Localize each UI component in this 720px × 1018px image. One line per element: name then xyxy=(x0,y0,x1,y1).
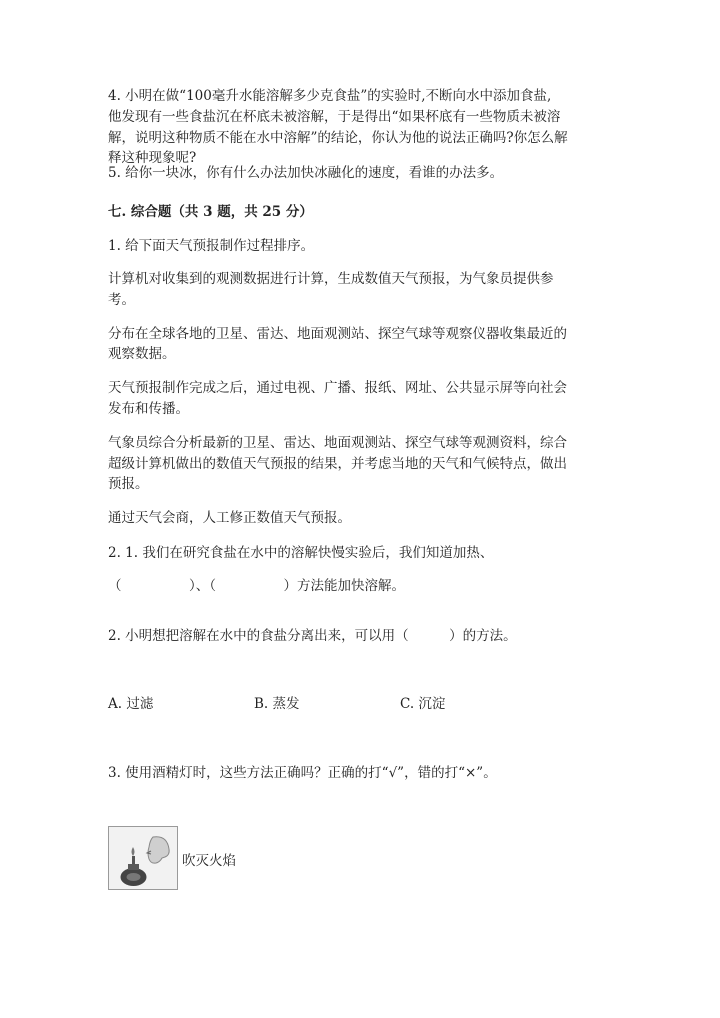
option-c: C. 沉淀 xyxy=(400,696,446,712)
q4-line-2: 他发现有一些食盐沉在杯底未被溶解，于是得出“如果杯底有一些物质未被溶 xyxy=(108,109,561,125)
q4-line-3: 解，说明这种物质不能在水中溶解”的结论，你认为他的说法正确吗?你怎么解 xyxy=(108,130,568,146)
question-5: 5. 给你一块冰，你有什么办法加快冰融化的速度，看谁的办法多。 xyxy=(108,165,504,181)
problem-2-line-1: 2. 1. 我们在研究食盐在水中的溶解快慢实验后，我们知道加热、 xyxy=(108,545,494,561)
p1-item-3-line-2: 发布和传播。 xyxy=(108,401,189,417)
section-title: 七. 综合题（共 3 题，共 25 分） xyxy=(108,204,313,220)
alcohol-lamp-image xyxy=(108,826,178,890)
p1-item-1-line-2: 考。 xyxy=(108,292,135,308)
p1-item-5-line-1: 通过天气会商，人工修正数值天气预报。 xyxy=(108,510,351,526)
p1-item-4-line-3: 预报。 xyxy=(108,476,149,492)
q4-line-1: 4. 小明在做“100毫升水能溶解多少克食盐”的实验时,不断向水中添加食盐, xyxy=(108,88,552,104)
p1-item-2-line-2: 观察数据。 xyxy=(108,346,176,362)
option-b: B. 蒸发 xyxy=(254,696,300,712)
image-caption: 吹灭火焰 xyxy=(182,853,236,869)
problem-2-line-2: （ ）、（ ）方法能加快溶解。 xyxy=(108,578,405,594)
p1-item-4-line-1: 气象员综合分析最新的卫星、雷达、地面观测站、探空气球等观测资料，综合 xyxy=(108,435,567,451)
option-a: A. 过滤 xyxy=(108,696,154,712)
q4-line-4: 释这种现象呢? xyxy=(108,150,197,166)
p1-item-2-line-1: 分布在全球各地的卫星、雷达、地面观测站、探空气球等观察仪器收集最近的 xyxy=(108,326,567,342)
problem-3-prompt: 3. 使用酒精灯时，这些方法正确吗？正确的打“√”，错的打“×”。 xyxy=(108,765,497,781)
alcohol-lamp-icon xyxy=(109,827,177,889)
p1-item-3-line-1: 天气预报制作完成之后，通过电视、广播、报纸、网址、公共显示屏等向社会 xyxy=(108,380,567,396)
problem-2-sub-2: 2. 小明想把溶解在水中的食盐分离出来，可以用（ ）的方法。 xyxy=(108,628,517,644)
p1-item-4-line-2: 超级计算机做出的数值天气预报的结果，并考虑当地的天气和气候特点，做出 xyxy=(108,456,567,472)
problem-1-prompt: 1. 给下面天气预报制作过程排序。 xyxy=(108,238,315,254)
p1-item-1-line-1: 计算机对收集到的观测数据进行计算，生成数值天气预报，为气象员提供参 xyxy=(108,271,554,287)
